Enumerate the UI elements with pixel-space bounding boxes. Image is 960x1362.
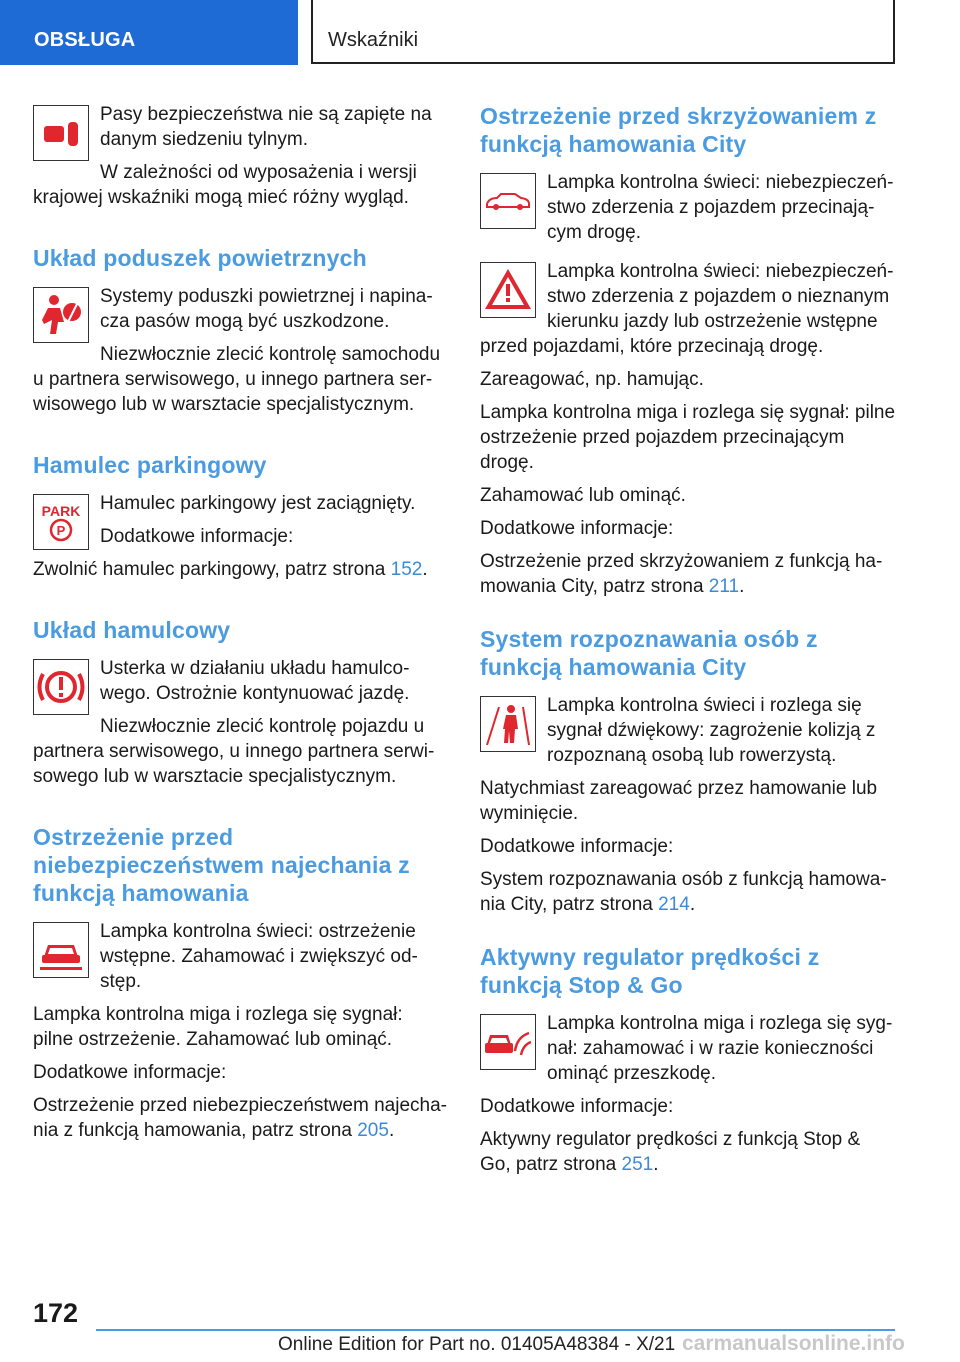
brake-action: Niezwłocznie zlecić kontrolę pojazdu u partnera serwisowego, u innego partnera serwisowego lub w warsztacie specjalistycznym. [33,716,435,787]
collision-flash: Lampka kontrolna miga i rozlega się sygnał: pilne ostrzeżenie. Zahamować lub ominąć. [33,1004,403,1050]
heading-acc-stop-go: Aktywny regulator prędkości z funkcją Stop & Go [480,944,820,998]
footer-edition: Online Edition for Part no. 01405A48384 - X/21 [278,1334,676,1355]
pedestrian-warning-icon [480,696,536,752]
collision-warning-icon [33,922,89,978]
acc-text: Lampka kontrolna miga i rozlega się sygnał: zahamować i w razie konieczności ominąć przeszkodę. [547,1013,893,1084]
cross-react: Zareagować, np. hamując. [480,369,704,390]
collision-text: Lampka kontrolna świeci: ostrzeżenie wstępne. Zahamować i zwiększyć odstęp. [100,921,418,992]
page-link-214[interactable]: 214 [658,894,690,915]
warning-triangle-icon [480,262,536,318]
page-link-251[interactable]: 251 [621,1154,654,1175]
person-ref: System rozpoznawania osób z funkcją hamowania City, patrz strona 214. [480,869,887,915]
brake-warning-icon [33,659,89,715]
collision-ref: Ostrzeżenie przed niebezpieczeństwem najechania z funkcją hamowania, patrz strona 205. [33,1095,447,1141]
page-number: 172 [33,1298,79,1328]
page-link-205[interactable]: 205 [357,1120,389,1141]
parking-more: Dodatkowe informacje: [100,526,294,547]
left-column [33,102,447,1151]
watermark: carmanualsonline.info [682,1332,905,1355]
right-column [480,102,896,1185]
cross-text-2: Lampka kontrolna świeci: niebezpieczeństwo zderzenia z pojazdem o nieznanym kierunku jazdy lub ostrzeżenie wstępne przed pojazdami, które przecinają drogę. [480,261,894,357]
cross-action: Zahamować lub ominąć. [480,485,686,506]
footer-divider [96,1329,895,1331]
heading-collision-warning: Ostrzeżenie przed niebezpieczeństwem najechania z funkcją hamowania [33,824,410,906]
parking-ref: Zwolnić hamulec parkingowy, patrz strona 152. [33,559,428,580]
airbag-action: Niezwłocznie zlecić kontrolę samochodu u partnera serwisowego, u innego partnera serwisowego lub w warsztacie specjalistycznym. [33,344,441,415]
airbag-warning-icon [33,287,89,343]
seatbelt-note: W zależności od wyposażenia i wersji krajowej wskaźniki mogą mieć różny wygląd. [33,162,417,208]
section-tab: OBSŁUGA [0,0,298,65]
crossing-car-icon [480,173,536,229]
heading-brake-system: Układ hamulcowy [33,617,231,643]
seatbelt-warning-icon [33,105,89,161]
collision-more: Dodatkowe informacje: [33,1062,227,1083]
acc-more: Dodatkowe informacje: [480,1096,674,1117]
heading-airbag: Układ poduszek powietrznych [33,245,367,271]
svg-text:P: P [56,523,66,538]
heading-parking-brake: Hamulec parkingowy [33,452,267,478]
parking-text: Hamulec parkingowy jest zaciągnięty. [100,493,416,514]
seatbelt-text: Pasy bezpieczeństwa nie są zapięte na danym siedzeniu tylnym. [100,104,432,150]
chapter-title: Wskaźniki [311,0,895,64]
person-more: Dodatkowe informacje: [480,836,674,857]
heading-crossing-warning: Ostrzeżenie przed skrzyżowaniem z funkcją hamowania City [480,103,877,157]
page-link-152[interactable]: 152 [390,559,423,580]
brake-text: Usterka w działaniu układu hamulcowego. Ostrożnie kontynuować jazdę. [100,658,410,704]
airbag-text: Systemy poduszki powietrznej i napinacza pasów mogą być uszkodzone. [100,286,433,332]
cross-more: Dodatkowe informacje: [480,518,674,539]
parking-icon-label: PARK [41,503,81,519]
parking-brake-icon [33,494,89,550]
cross-text-1: Lampka kontrolna świeci: niebezpieczeństwo zderzenia z pojazdem przecinającym drogę. [547,172,894,243]
acc-warning-icon [480,1014,536,1070]
acc-ref: Aktywny regulator prędkości z funkcją Stop & Go, patrz strona 251. [480,1129,861,1175]
page-link-211[interactable]: 211 [708,576,740,597]
heading-person-warning: System rozpoznawania osób z funkcją hamowania City [480,626,818,680]
person-text: Lampka kontrolna świeci i rozlega się sygnał dźwiękowy: zagrożenie kolizją z rozpoznaną osobą lub rowerzystą. [547,695,876,766]
cross-ref: Ostrzeżenie przed skrzyżowaniem z funkcją hamowania City, patrz strona 211. [480,551,883,597]
person-action: Natychmiast zareagować przez hamowanie lub wyminięcie. [480,778,878,824]
cross-flash: Lampka kontrolna miga i rozlega się sygnał: pilne ostrzeżenie przed pojazdem przecinającym drogę. [480,402,896,473]
